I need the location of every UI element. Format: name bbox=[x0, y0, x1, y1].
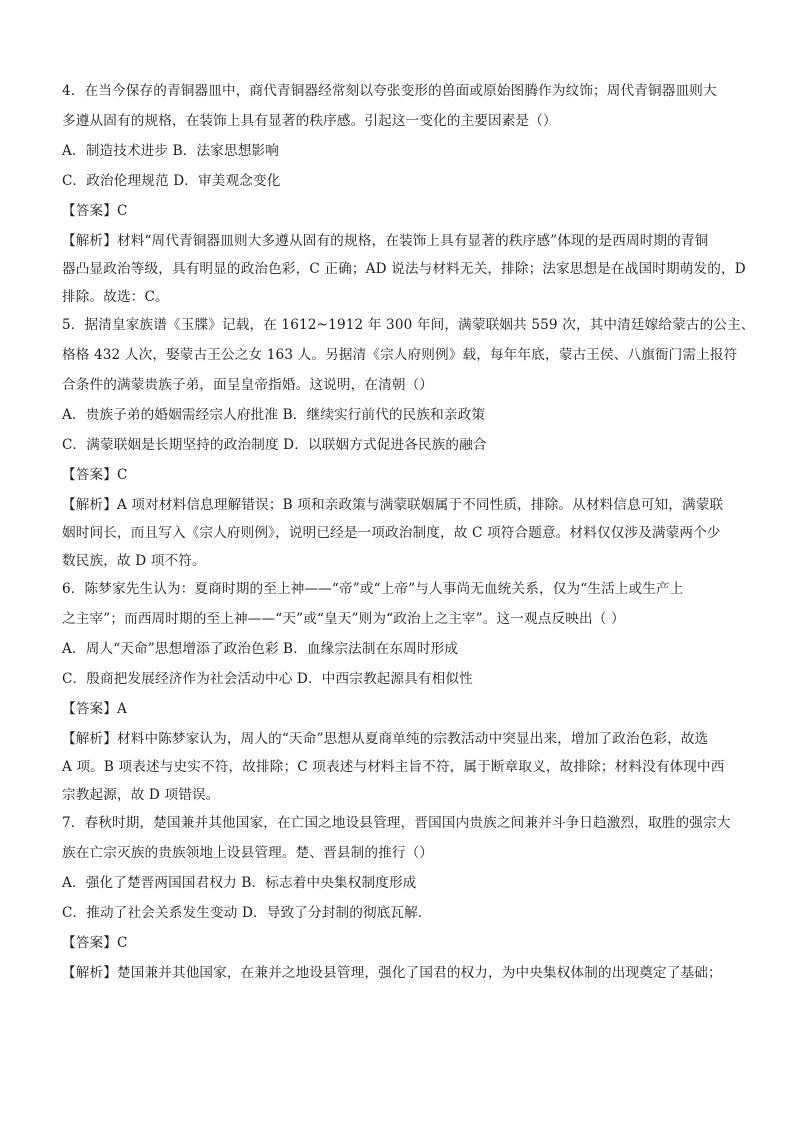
question-5-stem-line-2: 格格 432 人次，娶蒙古王公之女 163 人。另据清《宗人府则例》载，每年年底，蒙古王侯、八旗衙门需上报符 bbox=[62, 347, 738, 363]
question-4-analysis-line-2: 器凸显政治等级，具有明显的政治色彩，C 正确；AD 说法与材料无关，排除；法家思想是在战国时期萌发的，D bbox=[62, 261, 746, 277]
question-5-analysis-line-1: 【解析】A 项对材料信息理解错误；B 项和亲政策与满蒙联姻属于不同性质，排除。从材料信息可知，满蒙联 bbox=[62, 497, 724, 513]
question-4-analysis-line-1: 【解析】材料“周代青铜器皿则大多遵从固有的规格，在装饰上具有显著的秩序感”体现的是西周时期的青铜 bbox=[62, 233, 709, 249]
question-7 bbox=[62, 813, 744, 983]
question-6-options-ab: A．周人“天命”思想增添了政治色彩 B．血缘宗法制在东周时形成 bbox=[62, 641, 459, 657]
question-4-options-ab: A．制造技术进步 B．法家思想影响 bbox=[62, 143, 279, 159]
question-6-options-cd: C．殷商把发展经济作为社会活动中心 D．中西宗教起源具有相似性 bbox=[62, 671, 473, 687]
question-5-options-ab: A．贵族子弟的婚姻需经宗人府批准 B．继续实行前代的民族和亲政策 bbox=[62, 407, 486, 423]
question-6-analysis-line-1: 【解析】材料中陈梦家认为，周人的“天命”思想从夏商单纯的宗教活动中突显出来，增加了政治色彩，故选 bbox=[62, 731, 709, 747]
question-4-stem-line-1: 4．在当今保存的青铜器皿中，商代青铜器经常刻以夸张变形的兽面或原始图腾作为纹饰；周代青铜器皿则大 bbox=[62, 83, 717, 99]
question-7-analysis bbox=[62, 963, 744, 983]
question-7-stem-line-2: 族在亡宗灭族的贵族领地上设县管理。楚、晋县制的推行（） bbox=[62, 845, 434, 861]
question-6 bbox=[62, 579, 744, 805]
question-7-stem-line-1: 7．春秋时期，楚国兼并其他国家，在亡国之地设县管理，晋国国内贵族之间兼并斗争日趋激烈，取胜的强宗大 bbox=[62, 815, 731, 831]
question-4-stem-line-2: 多遵从固有的规格，在装饰上具有显著的秩序感。引起这一变化的主要因素是（） bbox=[62, 113, 557, 129]
question-6-stem-line-2: 之主宰”；而西周时期的至上神——“天”或“皇天”则为“政治上之主宰”。这一观点反映出（ ） bbox=[62, 611, 625, 627]
question-5-stem-line-1: 5．据清皇家族谱《玉牒》记载，在 1612~1912 年 300 年间，满蒙联姻共 559 次，其中清廷嫁给蒙古的公主、 bbox=[62, 317, 755, 333]
question-5-answer: 【答案】C bbox=[62, 467, 128, 483]
question-7-options-cd: C．推动了社会关系发生变动 D．导致了分封制的彻底瓦解． bbox=[62, 905, 432, 921]
question-6-stem-line-1: 6．陈梦家先生认为：夏商时期的至上神——“帝”或“上帝”与人事尚无血统关系，仅为“生活上或生产上 bbox=[62, 581, 684, 597]
question-7-analysis-line-1: 【解析】楚国兼并其他国家，在兼并之地设县管理，强化了国君的权力，为中央集权体制的出现奠定了基础； bbox=[62, 965, 722, 981]
question-4-answer: 【答案】C bbox=[62, 203, 128, 219]
question-7-answer: 【答案】C bbox=[62, 935, 128, 951]
question-5 bbox=[62, 315, 755, 571]
question-6-analysis bbox=[62, 729, 744, 805]
question-6-answer: 【答案】A bbox=[62, 701, 127, 717]
question-5-analysis-line-3: 数民族，故 D 项不符。 bbox=[62, 553, 206, 569]
question-7-options-ab: A．强化了楚晋两国国君权力 B．标志着中央集权制度形成 bbox=[62, 875, 417, 891]
question-4-analysis-line-3: 排除。故选：C。 bbox=[62, 289, 169, 305]
question-4 bbox=[62, 81, 744, 307]
question-4-options-cd: C．政治伦理规范 D．审美观念变化 bbox=[62, 173, 281, 189]
question-5-stem-line-3: 合条件的满蒙贵族子弟，面呈皇帝指婚。这说明，在清朝（） bbox=[62, 377, 434, 393]
question-6-analysis-line-3: 宗教起源，故 D 项错误。 bbox=[62, 787, 220, 803]
question-6-analysis-line-2: A 项。B 项表述与史实不符，故排除；C 项表述与材料主旨不符，属于断章取义，故排除；材料没有体现中西 bbox=[62, 759, 725, 775]
question-5-analysis bbox=[62, 495, 744, 571]
question-4-analysis bbox=[62, 231, 744, 307]
question-5-analysis-line-2: 姻时间长，而且写入《宗人府则例》，说明已经是一项政治制度，故 C 项符合题意。材料仅仅涉及满蒙两个少 bbox=[62, 525, 721, 541]
question-5-options-cd: C．满蒙联姻是长期坚持的政治制度 D．以联姻方式促进各民族的融合 bbox=[62, 437, 487, 453]
document-content bbox=[62, 81, 755, 991]
